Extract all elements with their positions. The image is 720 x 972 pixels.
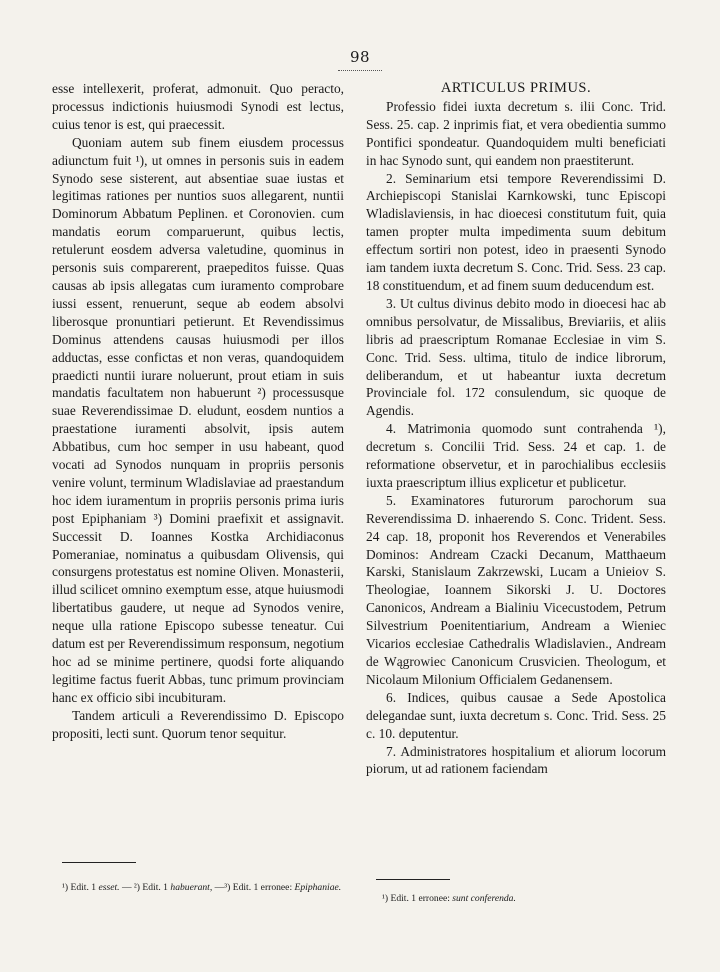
page-number: 98 xyxy=(0,48,720,71)
left-paragraph-1: esse intellexerit, proferat, admonuit. Quo peracto, processus indictionis huiusmodi Synodi est lectus, cuius tenor is est, qui praecessit. xyxy=(52,81,344,132)
article-heading: ARTICULUS PRIMUS. xyxy=(440,80,592,96)
article-item: 6. Indices, quibus causae a Sede Apostolica delegandae sunt, iuxta decretum s. Conc. Trid. Sess. 25 c. 10. deputentur. xyxy=(366,689,666,741)
footnote-divider-left xyxy=(62,862,136,863)
article-item: 4. Matrimonia quomodo sunt contrahenda ¹), decretum s. Concilii Trid. Sess. 24 et cap. 1. de reformatione observetur, et in parochialibus ecclesiis iuxta praescriptum illius explicetur et publicetur. xyxy=(366,421,666,490)
left-paragraph-3: Tandem articuli a Reverendissimo D. Episcopo propositi, lecti sunt. Quorum tenor sequitur. xyxy=(52,707,344,741)
page-number-ornament xyxy=(338,66,382,71)
article-item: Professio fidei iuxta decretum s. ilii Conc. Trid. Sess. 25. cap. 2 inprimis fiat, et vera obedientia summo Pontifici spondeatur. Quandoquidem multi beneficiati in hac Synodo sunt, qui eandem non praestiterunt. xyxy=(366,98,666,168)
left-column xyxy=(52,80,344,743)
left-paragraph-2: Quoniam autem sub finem eiusdem processus adiunctum fuit ¹), ut omnes in personis suis in eadem Synodo sese sisterent, aut absentiae suae iustas et legitimas rationes per nuntios suos allegarent, nuntii Dominorum Abbatum Peplinen. et Coronovien. cum mandatis eorum comparuerunt, quibus lectis, retulerunt eosdem adversa valetudine, quominus in personis suis comparerent, praepeditos fuisse. Quas causas ab ipsis allegatas cum iuramento comprobare iussi essent, renuerunt, seque ab eodem absolvi liberosque pronuntiari petierunt. Et Revendissimus Dominus attendens causas huiusmodi per illos adductas, esse confictas et non veras, quandoquidem praedicti nuntii iurare noluerunt, prout etiam in suis mandatis facultatem non habuerunt ²) processusque suae Reverendissimae D. eludunt, eosdem nuntios a praestatione iuramenti absolvit, ipsis autem Abbatibus, cum hoc semper in usu habeant, quod vocati ad Synodos nunquam in propriis personis venire volunt, terminum Wladislaviae ad praestandum hoc idem iuramentum in propriis personis prima iuris post Epiphaniam ³) Domini praefixit et assignavit. Successit D. Ioannes Kostka Archidiaconus Pomeraniae, nominatus a quibusdam Olivensis, qui consurgens protestatus est nomine Oliven. Monasterii, illud scilicet omnino exemptum esse, atque huiusmodi libertatibus gaudere, ut neque ad Synodos venire, neque ulla ratione Episcopo subesse teneatur. Cui datum est per Reverendissimum responsum, negotium hoc ad se minime pertinere, quodsi forte aliquando legitime factus fuerit Abbas, tunc primum provinciam hanc ex officio sibi incubituram. xyxy=(52,134,344,705)
footnote-left: ¹) Edit. 1 esset. — ²) Edit. 1 habuerant, —³) Edit. 1 erronee: Epiphaniae. xyxy=(62,882,342,893)
article-item: 3. Ut cultus divinus debito modo in dioecesi hac ab omnibus persolvatur, de Missalibus, Breviariis, et aliis libris ad praescriptum Romanae Ecclesiae in vim S. Conc. Trid. Sess. ultima, titulo de indice librorum, deliberandum, et ut habeantur iuxta decretum Provinciale fol. 172 consulendum, sic quoque de Agendis. xyxy=(366,295,666,419)
article-item: 2. Seminarium etsi tempore Reverendissimi D. Archiepiscopi Stanislai Karnkowski, tunc Episcopi Wladislaviensis, in hac dioecesi constitutum fuit, quia tamen propter multa impedimenta suum debitum effectum sortiri non potest, ideo in praesenti Synodo iam tandem iuxta decretum S. Conc. Trid. Sess. 23 cap. 18 constituendum, et ad finem suum deducendum est. xyxy=(366,170,666,293)
footnote-right: ¹) Edit. 1 erronee: sunt conferenda. xyxy=(382,893,516,904)
footnote-divider-right xyxy=(376,879,450,880)
article-item: 5. Examinatores futurorum parochorum sua Reverendissima D. inhaerendo S. Conc. Trident. Sess. 24 cap. 18, proponit hos Reverendos et Venerabiles Dominos: Andream Czacki Decanum, Matthaeum Karski, Stanislaum Zakrzewski, Lucam a Unieiov S. Theologiae, Ioannem Sikorski J. U. Doctores Canonicos, Andream a Bialiniu Vicecustodem, Petrum Silvestrium Poenitentiarium, Andream a Wieniec Vicarios ecclesiae Cathedralis Wladislavien., Andream de Wągrowiec Canonicum Crusvicien. Theologum, et Nicolaum Milonium Officialem Gedanensem. xyxy=(366,492,666,687)
right-column xyxy=(366,80,666,778)
article-item: 7. Administratores hospitalium et aliorum locorum piorum, ut ad rationem faciendam xyxy=(366,743,666,777)
